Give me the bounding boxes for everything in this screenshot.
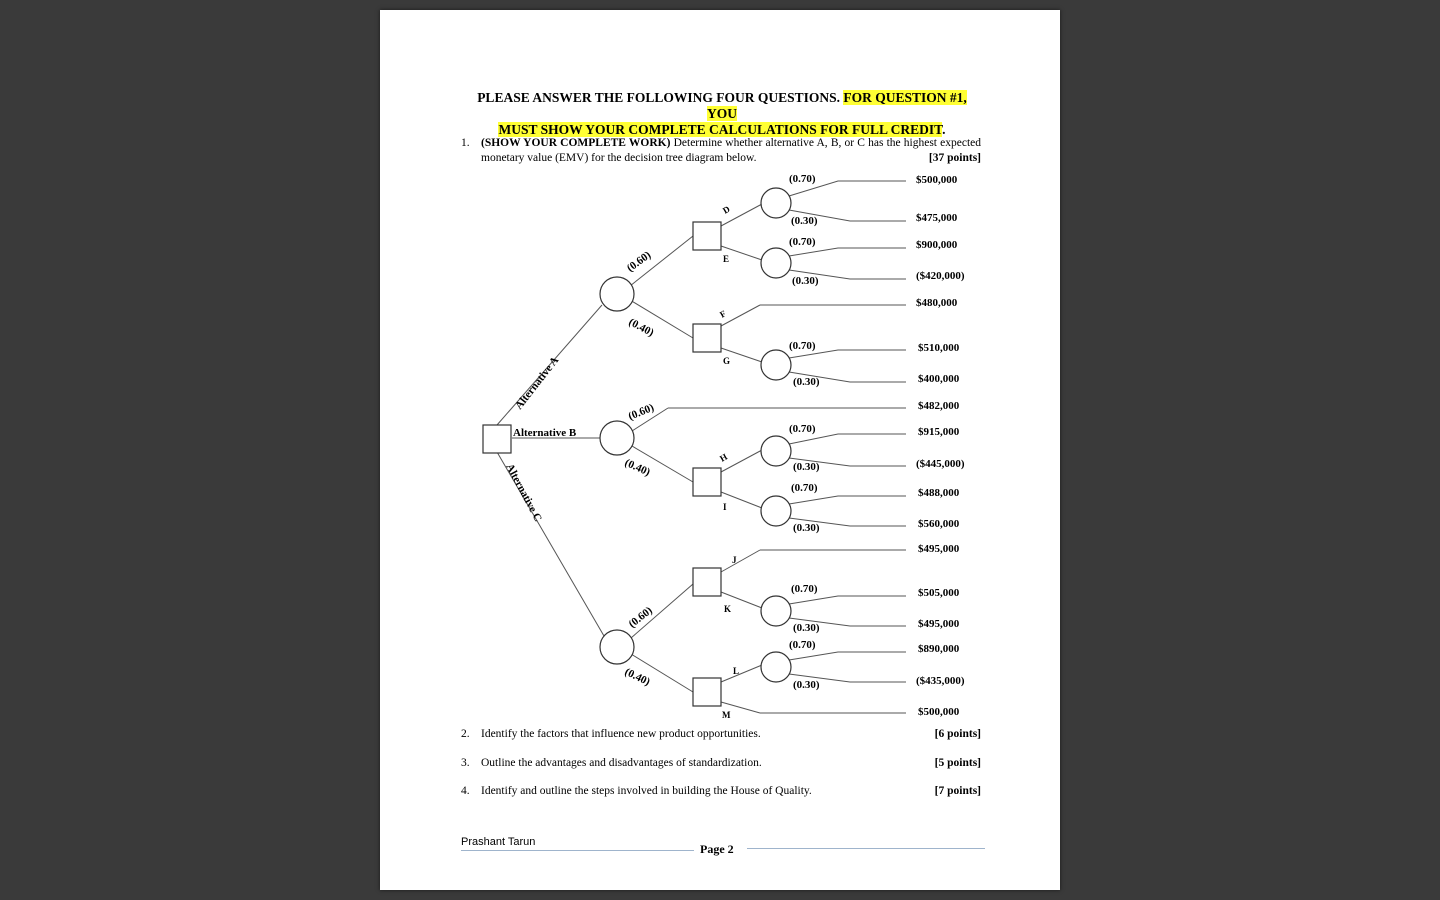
question-2-text: Identify the factors that influence new product opportunities. <box>481 728 761 740</box>
prob-k-high: (0.70) <box>791 583 818 595</box>
payoff: $480,000 <box>916 297 958 309</box>
question-1-lead: (SHOW YOUR COMPLETE WORK) <box>481 137 671 149</box>
prob-b-top: (0.60) <box>626 401 656 423</box>
payoff: $560,000 <box>918 518 960 530</box>
prob-h-high: (0.70) <box>789 423 816 435</box>
payoff: $475,000 <box>916 212 958 224</box>
footer-rule-left <box>461 850 694 851</box>
prob-i-high: (0.70) <box>791 482 818 494</box>
letter-m: M <box>722 710 731 720</box>
question-3-text: Outline the advantages and disadvantages of standardization. <box>481 757 762 769</box>
question-4-points: [7 points] <box>934 785 981 797</box>
prob-a-top: (0.60) <box>624 249 654 275</box>
question-1-number: 1. <box>461 137 470 149</box>
question-4-text: Identify and outline the steps involved in building the House of Quality. <box>481 785 812 797</box>
chance-node-b <box>600 421 634 455</box>
prob-c-bottom: (0.40) <box>622 665 652 689</box>
decision-node-jk <box>693 568 721 596</box>
question-2-points: [6 points] <box>934 728 981 740</box>
letter-d: D <box>721 203 732 216</box>
prob-h-low: (0.30) <box>793 461 820 473</box>
question-1-points: [37 points] <box>928 152 981 164</box>
decision-node-lm <box>693 678 721 706</box>
header-highlight-2: MUST SHOW YOUR COMPLETE CALCULATIONS FOR FULL CREDIT <box>498 122 943 137</box>
payoff: $488,000 <box>918 487 960 499</box>
letter-j: J <box>732 555 737 565</box>
chance-node-e <box>761 248 791 278</box>
chance-node-i <box>761 496 791 526</box>
outcome-l-high <box>789 652 906 660</box>
prob-l-low: (0.30) <box>793 679 820 691</box>
chance-node-c <box>600 630 634 664</box>
payoff: ($435,000) <box>916 675 965 687</box>
footer-page-number: Page 2 <box>700 842 734 856</box>
prob-e-high: (0.70) <box>789 236 816 248</box>
payoff: $495,000 <box>918 543 960 555</box>
prob-i-low: (0.30) <box>793 522 820 534</box>
prob-g-high: (0.70) <box>789 340 816 352</box>
payoff: $890,000 <box>918 643 960 655</box>
payoff: $505,000 <box>918 587 960 599</box>
prob-k-low: (0.30) <box>793 622 820 634</box>
outcome-e-high <box>789 248 906 256</box>
payoff: $915,000 <box>918 426 960 438</box>
letter-e: E <box>723 254 730 264</box>
root-decision-node <box>483 425 511 453</box>
prob-c-top: (0.60) <box>626 604 655 631</box>
letter-g: G <box>723 356 731 366</box>
decision-node-hi <box>693 468 721 496</box>
letter-i: I <box>723 502 727 512</box>
branch-i <box>721 492 762 508</box>
label-alternative-b: Alternative B <box>513 427 577 439</box>
chance-node-k <box>761 596 791 626</box>
payoff: ($420,000) <box>916 270 965 282</box>
letter-f: F <box>718 308 728 320</box>
footer-rule-right <box>747 848 985 849</box>
label-alternative-a: Alternative A <box>512 354 562 412</box>
chance-node-a <box>600 277 634 311</box>
footer-author: Prashant Tarun <box>461 836 536 848</box>
header-plain-text: PLEASE ANSWER THE FOLLOWING FOUR QUESTIONS. <box>477 90 844 105</box>
prob-l-high: (0.70) <box>789 639 816 651</box>
branch-l <box>721 665 762 682</box>
chance-node-l <box>761 652 791 682</box>
branch-j <box>721 550 760 572</box>
letter-l: L <box>733 666 740 676</box>
question-3-number: 3. <box>461 757 470 769</box>
prob-e-low: (0.30) <box>792 275 819 287</box>
payoff: ($445,000) <box>916 458 965 470</box>
decision-node-fg <box>693 324 721 352</box>
prob-a-bottom: (0.40) <box>626 316 656 340</box>
prob-g-low: (0.30) <box>793 376 820 388</box>
question-1-text: Determine whether alternative A, B, or C has the highest expected monetary value (EMV) for the decision tree diagram below. <box>481 137 982 164</box>
question-3-points: [5 points] <box>934 757 981 769</box>
chance-node-h <box>761 436 791 466</box>
label-alternative-c: Alternative C <box>503 461 544 524</box>
chance-node-g <box>761 350 791 380</box>
prob-d-high: (0.70) <box>789 173 816 185</box>
header-highlight-1: FOR QUESTION #1, YOU <box>707 90 967 121</box>
payoff: $495,000 <box>918 618 960 630</box>
payoff: $900,000 <box>916 239 958 251</box>
question-4-number: 4. <box>461 785 470 797</box>
payoff: $400,000 <box>918 373 960 385</box>
payoff: $510,000 <box>918 342 960 354</box>
prob-b-bottom: (0.40) <box>622 456 652 479</box>
letter-k: K <box>724 604 732 614</box>
chance-node-d <box>761 188 791 218</box>
payoff: $500,000 <box>918 706 960 718</box>
outcome-h-high <box>789 434 906 444</box>
letter-h: H <box>718 451 730 464</box>
question-2-number: 2. <box>461 728 470 740</box>
prob-d-low: (0.30) <box>791 215 818 227</box>
payoff: $482,000 <box>918 400 960 412</box>
outcome-k-high <box>789 596 906 604</box>
outcome-i-high <box>789 496 906 504</box>
decision-node-de <box>693 222 721 250</box>
payoff: $500,000 <box>916 174 958 186</box>
header-end: . <box>942 122 946 137</box>
